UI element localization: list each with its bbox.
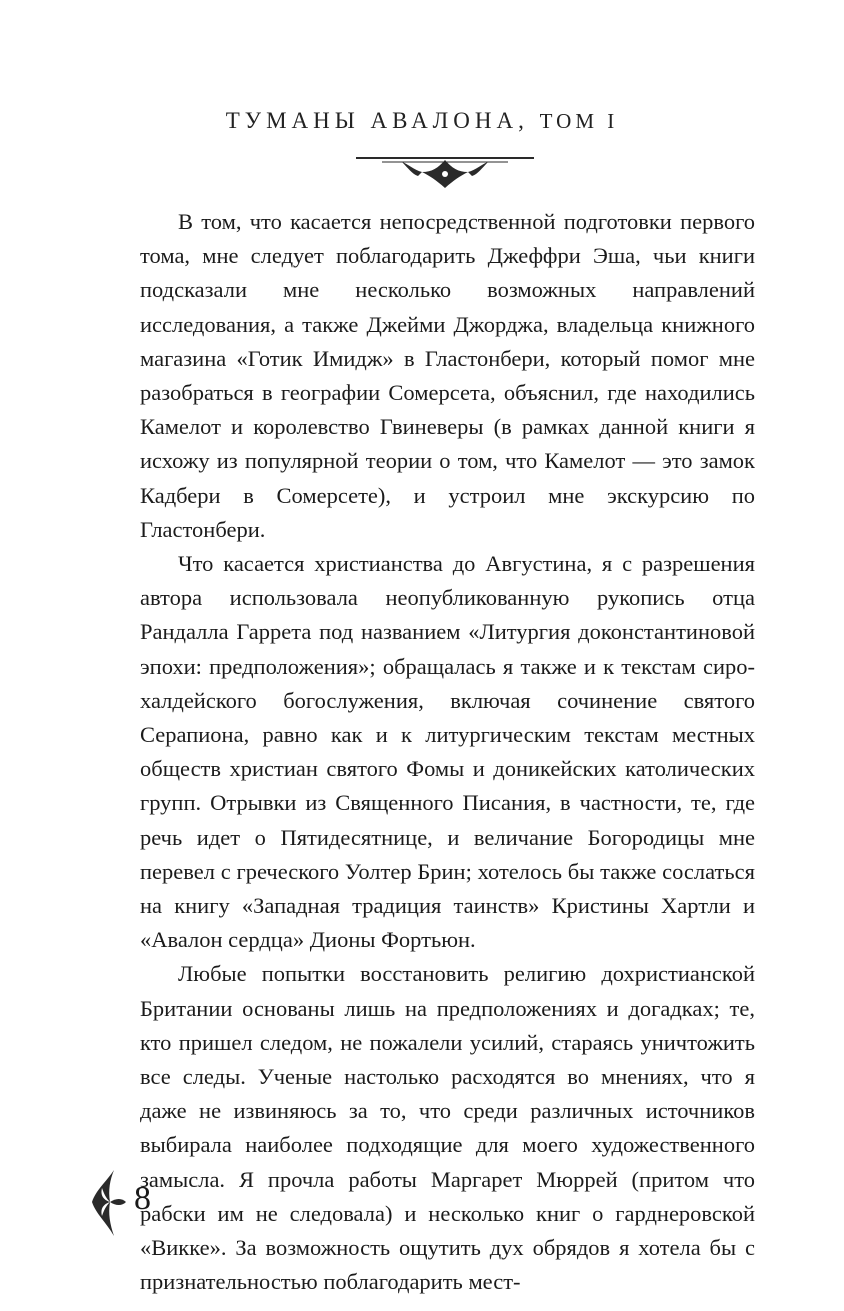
book-title: ТУМАНЫ АВАЛОНА,	[225, 108, 529, 133]
fleuron-divider-icon	[352, 150, 538, 190]
body-text	[140, 205, 755, 1300]
paragraph: В том, что касается непосредственной подготовки первого тома, мне следует поблагодарить Джеффри Эша, чьи книги подсказали мне несколько возможных направлений исследования, а также Джейми Джорджа, владельца книжного магазина «Готик Имидж» в Гластонбери, который помог мне разобраться в географии Сомерсета, объяснил, где находились Камелот и королевство Гвиневеры (в рамках данной книги я исхожу из популярной теории о том, что Камелот — это замок Кадбери в Сомерсете), и устроил мне экскурсию по Гластонбери.	[140, 209, 755, 542]
running-head	[0, 108, 844, 134]
paragraph: Любые попытки восстановить религию дохристианской Британии основаны лишь на предположениях и догадках; те, кто пришел следом, не пожалели усилий, стараясь уничтожить все следы. Ученые настолько расходятся во мнениях, что я даже не извиняюсь за то, что среди различных источников выбирала наиболее подходящие для моего художественного замысла. Я прочла работы Маргарет Мюррей (притом что рабски им не следовала) и несколько книг о гарднеровской «Викке». За возможность ощутить дух обрядов я хотела бы с признательностью поблагодарить мест-	[140, 961, 755, 1295]
page-number: 8	[134, 1180, 151, 1217]
leaf-flourish-icon	[88, 1168, 128, 1238]
folio	[88, 1168, 188, 1238]
volume-label: ТОМ I	[539, 109, 619, 133]
paragraph: Что касается христианства до Августина, я с разрешения автора использовала неопубликованную рукопись отца Рандалла Гаррета под названием «Литургия доконстантиновой эпохи: предположения»; обращалась я также и к текстам сиро-халдейского богослужения, включая сочинение святого Серапиона, равно как и к литургическим текстам местных обществ христиан святого Фомы и доникейских католических групп. Отрывки из Священного Писания, в частности, те, где речь идет о Пятидесятнице, и величание Богородицы мне перевел с греческого Уолтер Брин; хотелось бы также сослаться на книгу «Западная традиция таинств» Кристины Хартли и «Авалон сердца» Дионы Фортьюн.	[140, 551, 755, 953]
